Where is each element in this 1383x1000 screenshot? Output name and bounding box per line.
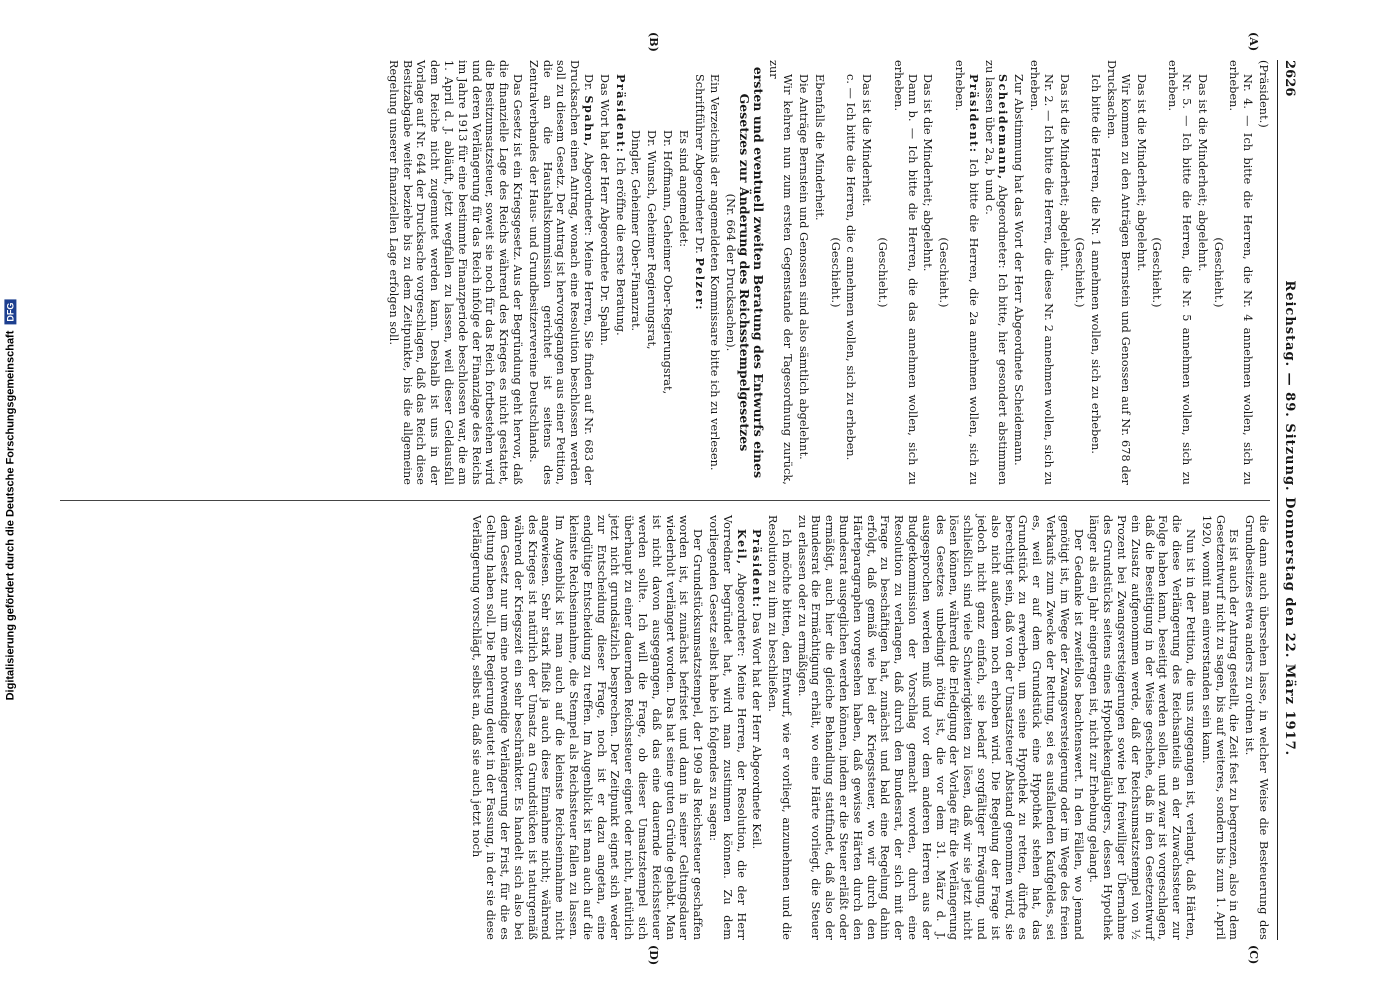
speech (692, 60, 706, 485)
speaker-name: Präsident: (750, 529, 765, 609)
paragraph: Nr. 2. — Ich bitte die Herren, die diese Nr. 2 annehmen wollen, sich zu erheben. (1028, 60, 1055, 485)
paragraph: Es ist auch der Antrag gestellt, die Zeit fest zu begrenzen, also in dem Gesetzentwurf nicht zu sagen, bis auf weiteres, sondern bis zum 1. April 1920, womit man einverstanden sein kann. (1199, 515, 1241, 940)
paragraph: Das ist die Minderheit; abgelehnt. (1195, 74, 1209, 272)
speaker-name: Präsident: (613, 74, 628, 154)
speech (706, 515, 747, 940)
paragraph: (Nr. 664 der Drucksachen). (724, 193, 738, 352)
commissioner-entry: Dr. Hoffmann, Geheimer Ober-Regierungsrat, (660, 130, 674, 395)
scan-credit (2, 0, 18, 1000)
paragraph: Nr. 5. — Ich bitte die Herren, die Nr. 5 annehmen wollen, sich zu erheben. (1166, 60, 1194, 485)
paragraph: Das ist die Minderheit. (860, 74, 874, 207)
commissioner-entry: Dr. Wunsch, Geheimer Regierungsrat, (645, 130, 659, 350)
paragraph: Der Gedanke ist zweifellos beachtenswert. In den Fällen, wo jemand genötigt ist, im Wege der Zwangsversteigerung oder im Wege des freien Verkaufs zum Zwecke der Rettung, sei es ausfallenden Kaufgeldes, sei es, weil er auf dem Grundstück eine Hypothek stehen hat, das Grundstück zu erwerben, um seine Hypothek zu retten, dürfte es berechtigt sein, daß von der Umsatzsteuer Abstand genommen wird, sie also nicht außerdem noch erhoben wird. Die Regelung der Frage ist jedoch nicht ganz einfach, sie bedarf sorgfältiger Erwägung, und schließlich sind viele Schwierigkeiten zu lösen, daß wir sie jetzt nicht lösen können, während die Erledigung der Vorlage für die Verlängerung des Gesetzes unbedingt nötig ist, die vor dem 31. März d. J. ausgesprochen werden muß und vor dem anderen Herren aus der Budgetkommission der Vorschlag gemacht worden, durch eine Resolution zu verlangen, daß durch den Bundesrat, der sich mit der Frage zu beschäftigen hat, zunächst und bald eine Regelung dahin erfolgt, daß gemäß wie bei der Kriegssteuer, wo wir durch den Härteparagraphen vorgesehen haben, daß gewisse Härten durch den Bundesrat ausgeglichen werden können, indem er die Steuer erläßt oder ermäßigt, auch hier die gleiche Behandlung stattfindet, daß also der Bundesrat die Ermächtigung erhält, wo eine Härte vorliegt, die Steuer zu erlassen oder zu ermäßigen. (795, 515, 1085, 940)
scan-credit-text: Digitalisierung gefördert durch die Deutsche Forschungsgemeinschaft (4, 330, 17, 701)
paragraph: Wir kehren nun zum ersten Gegenstande der Tagesordnung zurück, zur (767, 60, 795, 485)
paragraph: Wir kommen zu den Anträgen Bernstein und Genossen auf Nr. 678 der Drucksachen. (1105, 60, 1132, 485)
paragraph: Zur Abstimmung hat das Wort der Herr Abgeordnete Scheidemann. (1012, 74, 1026, 466)
speech (982, 60, 1010, 485)
left-column (60, 60, 1270, 485)
speech-text: Ich eröffne die erste Beratung. (613, 157, 627, 336)
paragraph: Ein Verzeichnis der angemeldeten Kommissare bitte ich zu verlesen. (708, 74, 722, 471)
speaker-name: Scheidemann, (996, 74, 1011, 181)
paragraph: Das ist die Minderheit; abgelehnt. (1057, 74, 1071, 272)
interjection: (Geschieht.) (937, 237, 951, 308)
margin-marker-d: (D) (647, 945, 660, 966)
interjection: (Geschieht.) (876, 237, 890, 308)
right-column (60, 515, 1270, 940)
paragraph: die dann auch übersehen lasse, in welcher Weise die Besteuerung des Grundbesitzes etwa anders zu ordnen ist. (1243, 515, 1270, 940)
speech (750, 515, 764, 940)
speaker-name: Präsident: (966, 74, 981, 154)
paragraph: Nun ist in der Petition, die uns zugegangen ist, verlangt, daß Härten, die diese Verlängerung des Reichsanteils an der Zuwachssteuer zur Folge haben kann, beseitigt werden sollen, und zwar ist vorgeschlagen, daß die Beseitigung in der Weise geschehe, daß in den Gesetzentwurf ein Zusatz aufgenommen werde, daß der Reichsumsatzstempel von ½ Prozent bei Zwangsversteigerungen sowie bei freiwilliger Übernahme des Grundstücks seitens eines Hypothekengläubigers, dessen Hypothek länger als ein Jahr eingetragen ist, nicht zur Erhebung gelangt. (1087, 515, 1198, 940)
document-page (40, 32, 1300, 966)
speech-text: Abgeordneter: Meine Herren, Sie finden auf Nr. 683 der Drucksachen einen Antrag, wonach eine Resolution beschlossen werden soll zu diesem Gesetz. Der Antrag ist hervorgegangen aus einer Petition, die an die Haushaltskommission gerichtet ist seitens des Zentralverbandes der Haus- und Grundbesitzervereine Deutschlands. (526, 60, 595, 485)
margin-marker-b: (B) (647, 32, 660, 53)
speech-text: Abgeordneter: Ich bitte, hier gesondert abstimmen zu lassen über 2a, b und c. (982, 60, 1010, 485)
paragraph: Ich bitte die Herren, die Nr. 1 annehmen wollen, sich zu erheben. (1089, 74, 1103, 455)
paragraph: Das ist die Minderheit; abgelehnt. (921, 74, 935, 272)
speaker-name: Keil, (734, 529, 749, 566)
speech (526, 60, 595, 485)
speech (952, 60, 980, 485)
paragraph: Dann b. — Ich bitte die Herren, die das annehmen wollen, sich zu erheben. (891, 60, 919, 485)
paragraph: Das ist die Minderheit; abgelehnt. (1134, 74, 1148, 272)
speech-text: Ich bitte die Herren, die 2a annehmen wollen, sich zu erheben. (953, 60, 980, 486)
paragraph: (Präsident.) (1257, 60, 1270, 128)
document-page-viewport (40, 32, 1300, 966)
paragraph: Nr. 4. — Ich bitte die Herren, die Nr. 4 annehmen wollen, sich zu erheben. (1227, 60, 1255, 485)
paragraph: Die Anträge Bernstein und Genossen sind also sämtlich abgelehnt. (797, 74, 811, 460)
interjection: (Geschieht.) (1150, 237, 1164, 308)
interjection: (Geschieht.) (1073, 237, 1087, 308)
speaker-role: Dr. (581, 74, 595, 91)
paragraph: Das Gesetz ist ein Kriegsgesetz. Aus der Begründung geht hervor, daß die finanzielle Lage des Reichs während des Krieges es nicht gestattet, die Besitzumsatzsteuer, soweit sie noch für das Reich fortbestehen wird und deren Verlängerung für das Reich infolge der Finanzlage des Reichs im Jahre 1913 für eine bestimmte Finanzperiode beschlossen war, die am 1. April d. J. abläuft, jetzt wegfallen zu lassen, weil dieser Geldausfall dem Reiche nicht zugemutet werden kann. Deshalb ist uns in der Vorlage auf Nr. 644 der Drucksache vorgeschlagen, daß das Reich diese Besitzabgabe weiter beziehe bis zu dem Zeitpunkte, bis die allgemeine Regelung unserer finanziellen Lage erfolgen soll. (386, 60, 524, 485)
paragraph: Das Wort hat der Herr Abgeordnete Dr. Spahn. (597, 74, 611, 346)
paragraph: Es sind angemeldet: (676, 130, 690, 248)
page-number: 2626 (1281, 60, 1297, 97)
margin-marker-c: (C) (1247, 945, 1260, 965)
speech (613, 60, 627, 485)
interjection: (Geschieht.) (1211, 237, 1225, 308)
paragraph: Ebenfalls die Minderheit. (812, 74, 826, 221)
paragraph: Der Grundstücksumsatzstempel, der 1909 als Reichssteuer geschaffen worden ist, ist zunächst befristet und dann in seiner Geltungsdauer wiederholt verlängert worden. Das hat seine guten Gründe gehabt. Man ist nicht davon ausgegangen, daß das eine dauernde Reichssteuer werden sollte. Ich will die Frage, ob dieser Umsatzstempel sich überhaupt zu einer dauernden Reichssteuer eignet oder nicht, natürlich jetzt nicht grundsätzlich besprechen. Der Zeitpunkt eignet sich weder zur Entscheidung dieser Frage, noch ist er dazu angetan, eine endgültige Entscheidung zu treffen. Im Augenblick ist man auch auf die kleinste Reichseinnahme, die Stempel als Reichssteuer fallen zu lassen. Im Augenblick ist man auch auf die kleinste Reichseinnahme nicht angewiesen. Sehr stark fließt ja auch diese Einnahme nicht; während des Krieges ist natürlich der Umsatz an Grundstücken ist naturgemäß während der Kriegszeit ein sehr beschränkter. Es handelt sich also bei dem Gesetz nur um eine notwendige Verlängerung der Frist, für die es Geltung haben soll. Die Regierung deutet in der Fassung, in der sie diese Verlängerung vorschlägt, selbst an, daß sie auch jetzt noch (470, 515, 705, 940)
column-divider (60, 500, 1270, 501)
agenda-item-title: ersten und eventuell zweiten Beratung des Entwurfs eines Gesetzes zur Änderung des Reichsstempelgesetzes (736, 66, 766, 479)
paragraph: Ich möchte bitten, den Entwurf, wie er vorliegt, anzunehmen und die Resolution zu ihm zu beschließen. (766, 515, 793, 940)
speech-text: Abgeordneter: Meine Herren, der Resolution, die der Herr Vorredner begründet hat, wird man zustimmen können. Zu dem vorliegenden Gesetz selbst habe ich folgendes zu sagen: (706, 515, 748, 941)
dfg-logo: DFG (4, 300, 16, 325)
paragraph: c. — Ich bitte die Herren, die c annehmen wollen, sich zu erheben. (844, 74, 858, 461)
speech-text: Das Wort hat der Herr Abgeordnete Keil. (750, 612, 764, 850)
speaker-role: Schriftführer Abgeordneter Dr. (692, 74, 706, 254)
commissioner-entry: Dingler, Geheimer Ober-Finanzrat. (629, 130, 643, 332)
speaker-name: Spahn, (581, 95, 596, 148)
margin-marker-a: (A) (1247, 32, 1260, 52)
speaker-name: Pelzer: (692, 257, 707, 312)
running-title: Reichstag. — 89. Sitzung. Donnerstag den 22. März 1917. (1281, 280, 1297, 757)
page-header (1277, 60, 1300, 940)
interjection: (Geschieht.) (828, 237, 842, 308)
